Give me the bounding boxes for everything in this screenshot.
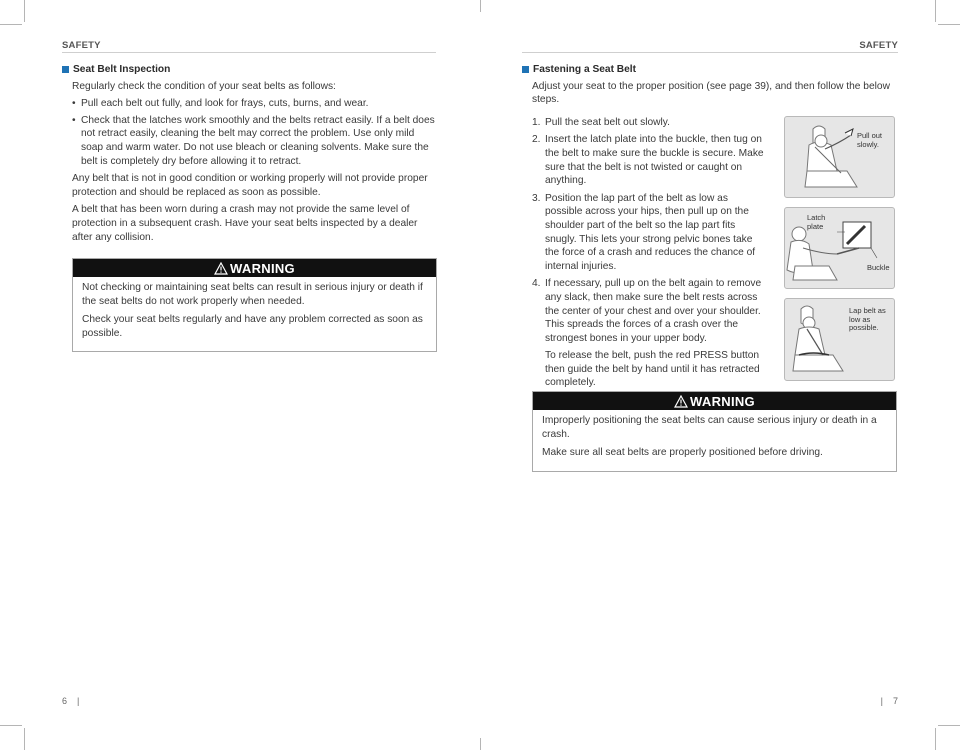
running-head: SAFETY <box>859 40 898 51</box>
page-number: 6 | <box>62 696 80 706</box>
lap-belt-illustration <box>784 298 895 381</box>
warning-text: Improperly positioning the seat belts can cause serious injury or death in a crash. <box>542 415 877 440</box>
warning-body <box>533 410 896 471</box>
buckle-caption: Buckle <box>867 263 890 272</box>
step-text: If necessary, pull up on the belt again to remove any slack, then make sure the belt rests across the center of your chest and over your shoulder. This spreads the forces of a crash over the strongest bones in your upper body. <box>545 278 762 344</box>
step-item <box>532 277 766 390</box>
warning-text: Make sure all seat belts are properly positioned before driving. <box>542 447 823 459</box>
warning-label: WARNING <box>230 260 295 276</box>
latch-buckle-illustration <box>784 207 895 289</box>
intro-paragraph: Regularly check the condition of your seat belts as follows: <box>72 80 336 92</box>
bullet-item: • Pull each belt out fully, and look for frays, cuts, burns, and wear. <box>72 97 438 111</box>
pull-out-illustration <box>784 116 895 198</box>
warning-box <box>532 391 897 472</box>
warning-box <box>72 258 437 352</box>
release-instructions: To release the belt, push the red PRESS button then guide the belt by hand until it has retracted completely. <box>545 350 760 389</box>
square-bullet-icon <box>62 66 69 73</box>
warning-label: WARNING <box>690 393 755 409</box>
step-text: Pull the seat belt out slowly. <box>545 116 670 128</box>
header-rule <box>62 52 436 53</box>
section-title: Seat Belt Inspection <box>73 64 171 75</box>
body-paragraph: A belt that has been worn during a crash may not provide the same level of protection in a subsequent crash. Have your seat belts inspected by a dealer after any collision. <box>72 204 418 243</box>
warning-header <box>73 259 436 277</box>
warning-body <box>73 277 436 351</box>
step-number: 2. <box>532 134 541 146</box>
bullet-item: • Check that the latches work smoothly and the belts retract easily. If a belt does not retract easily, cleaning the belt may correct the problem. Use only mild soap and warm water. Do not use bleach or cleaning solvents. Make sure the belt is completely dry before allowing it to retract. <box>72 114 438 168</box>
warning-triangle-icon <box>674 395 688 408</box>
step-item <box>532 116 766 130</box>
header-rule <box>522 52 898 53</box>
square-bullet-icon <box>522 66 529 73</box>
section-title: Fastening a Seat Belt <box>533 64 637 75</box>
inspection-bullets <box>72 97 438 168</box>
step-item <box>532 133 766 187</box>
seat-belt-pull-drawing <box>785 117 894 197</box>
running-head: SAFETY <box>62 40 101 51</box>
step-number: 1. <box>532 116 541 128</box>
step-number: 3. <box>532 192 541 204</box>
warning-header <box>533 392 896 410</box>
warning-text: Not checking or maintaining seat belts can result in serious injury or death if the seat belts do not work properly when needed. <box>82 282 423 307</box>
latch-buckle-drawing <box>785 208 894 288</box>
section-heading <box>62 63 438 77</box>
pull-out-caption: Pull out slowly. <box>857 131 883 149</box>
lap-belt-caption: Lap belt as low as possible. <box>849 306 886 332</box>
body-paragraph: Any belt that is not in good condition or working properly will not provide proper protection and should be replaced as soon as possible. <box>72 173 428 198</box>
page-number: | 7 <box>880 696 898 706</box>
section-heading <box>522 63 898 77</box>
step-text: Insert the latch plate into the buckle, then tug on the belt to make sure the buckle is secure. Make sure that the belt is not twisted or caught on anything. <box>545 134 764 187</box>
step-item <box>532 192 766 274</box>
warning-text: Check your seat belts regularly and have any problem corrected as soon as possible. <box>82 314 423 339</box>
seat-belt-inspection-section <box>62 63 438 248</box>
right-page <box>480 0 960 750</box>
step-number: 4. <box>532 278 541 290</box>
fastening-steps <box>532 116 766 390</box>
latch-plate-caption: Latch plate <box>807 213 826 231</box>
step-text: Position the lap part of the belt as low as possible across your hips, then pull up on the shoulder part of the belt so the lap part fits snugly. This lets your strong pelvic bones take the force of a crash and reduces the chance of internal injuries. <box>545 192 756 272</box>
intro-paragraph: Adjust your seat to the proper position (see page 39), and then follow the below steps. <box>532 80 890 106</box>
warning-triangle-icon <box>214 262 228 275</box>
